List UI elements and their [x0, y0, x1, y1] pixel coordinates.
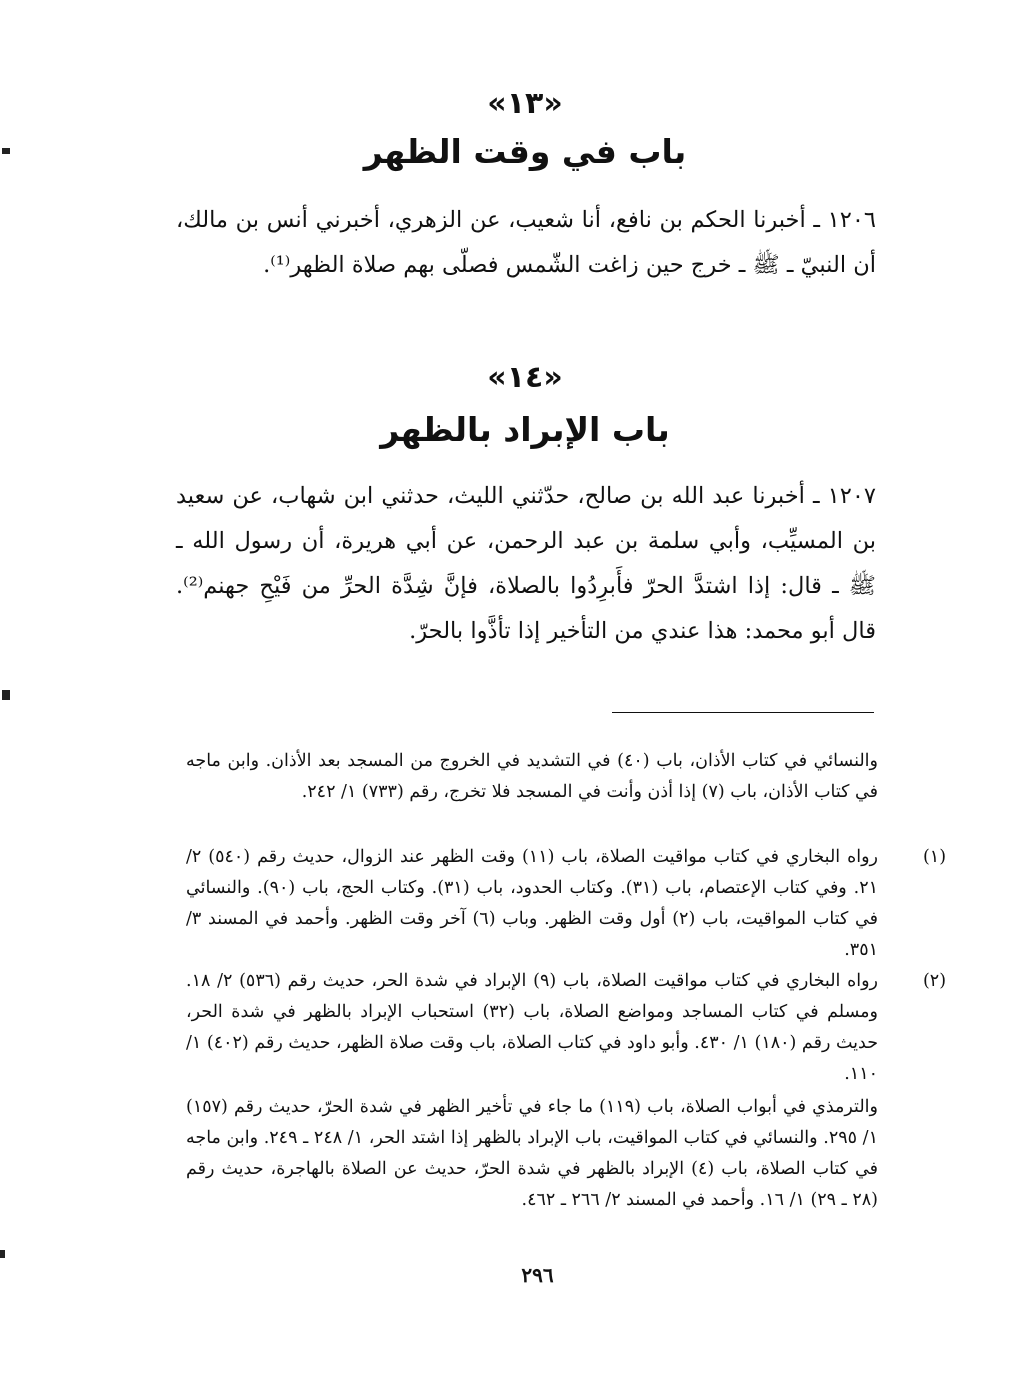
scan-artifact	[2, 690, 10, 700]
scan-artifact	[0, 1250, 5, 1258]
footnote-text: رواه البخاري في كتاب مواقيت الصلاة، باب (٩) الإبراد في شدة الحر، حديث رقم (٥٣٦) ٢/ ١٨. ومسلم في كتاب المساجد ومواضع الصلاة، باب (٣٢) استحباب الإبراد بالظهر في شدة الحر، حديث رقم (١٨٠) ١/ ٤٣٠. وأبو داود في كتاب الصلاة، باب وقت صلاة الظهر، حديث رقم (٤٠٢) ١/ ١١٠.	[186, 971, 879, 1084]
footnote-continuation: والنسائي في كتاب الأذان، باب (٤٠) في التشديد في الخروج من المسجد بعد الأذان. وابن ماجه في كتاب الأذان، باب (٧) إذا أذن وأنت في المسجد فلا تخرج، رقم (٧٣٣) ١/ ٢٤٢.	[186, 751, 878, 802]
scan-artifact	[2, 148, 10, 154]
footnote-tail: والترمذي في أبواب الصلاة، باب (١١٩) ما جاء في تأخير الظهر في شدة الحرّ، حديث رقم (١٥٧) ١/ ٢٩٥. والنسائي في كتاب المواقيت، باب الإبراد بالظهر إذا اشتد الحر، ١/ ٢٤٨ ـ ٢٤٩. وابن ماجه في كتاب الصلاة، باب (٤) الإبراد بالظهر في شدة الحرّ، حديث عن الصلاة بالهاجرة، حديث رقم (٢٨ ـ ٢٩) ١/ ١٦. وأحمد في المسند ٢/ ٢٦٦ ـ ٤٦٢.	[186, 1097, 878, 1210]
hadith-text: ١٢٠٦ ـ أخبرنا الحكم بن نافع، أنا شعيب، عن الزهري، أخبرني أنس بن مالك، أن النبيّ ـ ﷺ ـ خرج حين زاغت الشّمس فصلّى بهم صلاة الظهر⁽¹⁾.	[176, 207, 876, 278]
footnote-2	[186, 966, 947, 1090]
hadith-text: ١٢٠٧ ـ أخبرنا عبد الله بن صالح، حدّثني الليث، حدثني ابن شهاب، عن سعيد بن المسيِّب، وأبي سلمة بن عبد الرحمن، عن أبي هريرة، أن رسول الله ـ ﷺ ـ قال: إذا اشتدَّ الحرّ فأَبرِدُوا بالصلاة، فإنَّ شِدَّة الحرِّ من فَيْحِ جهنم⁽²⁾. قال أبو محمد: هذا عندي من التأخير إذا تأذَّوا بالحرّ.	[176, 483, 876, 644]
footnote-separator	[612, 712, 874, 713]
footnote-1	[186, 842, 947, 966]
chapter-number: «١٣»	[487, 86, 563, 121]
footnote-marker: (٢)	[922, 971, 947, 991]
footnote-text: رواه البخاري في كتاب مواقيت الصلاة، باب (١١) وقت الظهر عند الزوال، حديث رقم (٥٤٠) ٢/ ٢١. وفي كتاب الإعتصام، باب (٣١). وكتاب الحدود، باب (٣١). وكتاب الحج، باب (٩٠). والنسائي في كتاب المواقيت، باب (٢) أول وقت الظهر. وباب (٦) آخر وقت الظهر. وأحمد في المسند ٣/ ٣٥١.	[186, 847, 879, 960]
footnote-marker: (١)	[922, 847, 947, 867]
page-number: ٢٩٦	[521, 1263, 554, 1287]
chapter-number: «١٤»	[487, 360, 563, 395]
chapter-title: باب في وقت الظهر	[363, 132, 687, 171]
chapter-title: باب الإبراد بالظهر	[380, 410, 670, 449]
